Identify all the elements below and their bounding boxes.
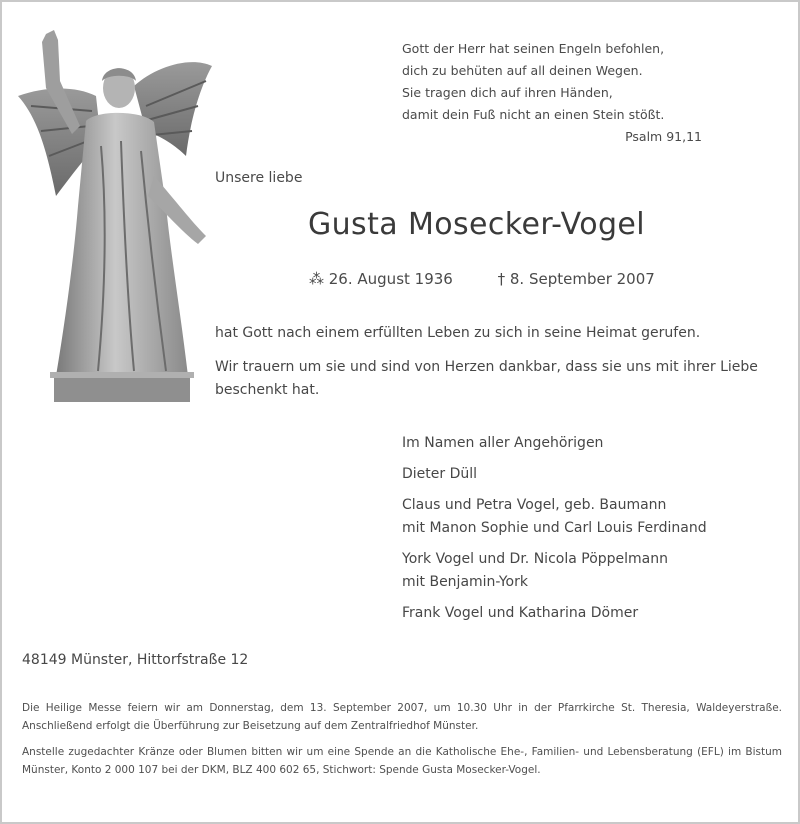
family-line: Im Namen aller Angehörigen bbox=[402, 435, 604, 451]
angel-statue-image bbox=[16, 26, 216, 404]
psalm-line: dich zu behüten auf all deinen Wegen. bbox=[402, 63, 643, 78]
family-line: mit Benjamin-York bbox=[402, 574, 528, 590]
psalm-line: damit dein Fuß nicht an einen Stein stößt. bbox=[402, 107, 665, 122]
message-line: hat Gott nach einem erfüllten Leben zu sich in seine Heimat gerufen. bbox=[215, 325, 701, 341]
message-thanks: Wir trauern um sie und sind von Herzen dankbar, dass sie uns mit ihrer Liebe beschenkt hat. bbox=[215, 359, 758, 398]
family-line: York Vogel und Dr. Nicola Pöppelmann bbox=[402, 551, 668, 567]
psalm-quote bbox=[402, 38, 712, 148]
birth-date: ⁂ 26. August 1936 bbox=[309, 270, 453, 288]
psalm-reference: Psalm 91,11 bbox=[625, 129, 702, 144]
life-dates bbox=[309, 270, 655, 288]
family-group bbox=[402, 463, 792, 486]
psalm-line: Gott der Herr hat seinen Engeln befohlen, bbox=[402, 41, 665, 56]
death-date: † 8. September 2007 bbox=[497, 270, 655, 288]
family-line: mit Manon Sophie und Carl Louis Ferdinand bbox=[402, 520, 707, 536]
family-list bbox=[402, 432, 792, 633]
family-group bbox=[402, 432, 792, 455]
family-line: Dieter Düll bbox=[402, 466, 478, 482]
service-info: Die Heilige Messe feiern wir am Donnerstag, dem 13. September 2007, um 10.30 Uhr in der Pfarrkirche St. Theresia, Waldeyerstraße. Anschließend erfolgt die Überführung zur Beisetzung auf dem Zentralfriedhof Münster. bbox=[22, 702, 782, 732]
address: 48149 Münster, Hittorfstraße 12 bbox=[22, 652, 249, 668]
family-group bbox=[402, 494, 792, 540]
donation-info: Anstelle zugedachter Kränze oder Blumen bitten wir um eine Spende an die Katholische Ehe-, Familien- und Lebensberatung (EFL) im Bistum Münster, Konto 2 000 107 bei der DKM, BLZ 400 602 65, Stichwort: Spende Gusta Mosecker-Vogel. bbox=[22, 746, 782, 776]
family-group bbox=[402, 602, 792, 625]
family-line: Frank Vogel und Katharina Dömer bbox=[402, 605, 639, 621]
deceased-name: Gusta Mosecker-Vogel bbox=[308, 207, 646, 242]
intro-text: Unsere liebe bbox=[215, 170, 303, 186]
family-group bbox=[402, 548, 792, 594]
psalm-line: Sie tragen dich auf ihren Händen, bbox=[402, 85, 613, 100]
family-line: Claus und Petra Vogel, geb. Baumann bbox=[402, 497, 667, 513]
